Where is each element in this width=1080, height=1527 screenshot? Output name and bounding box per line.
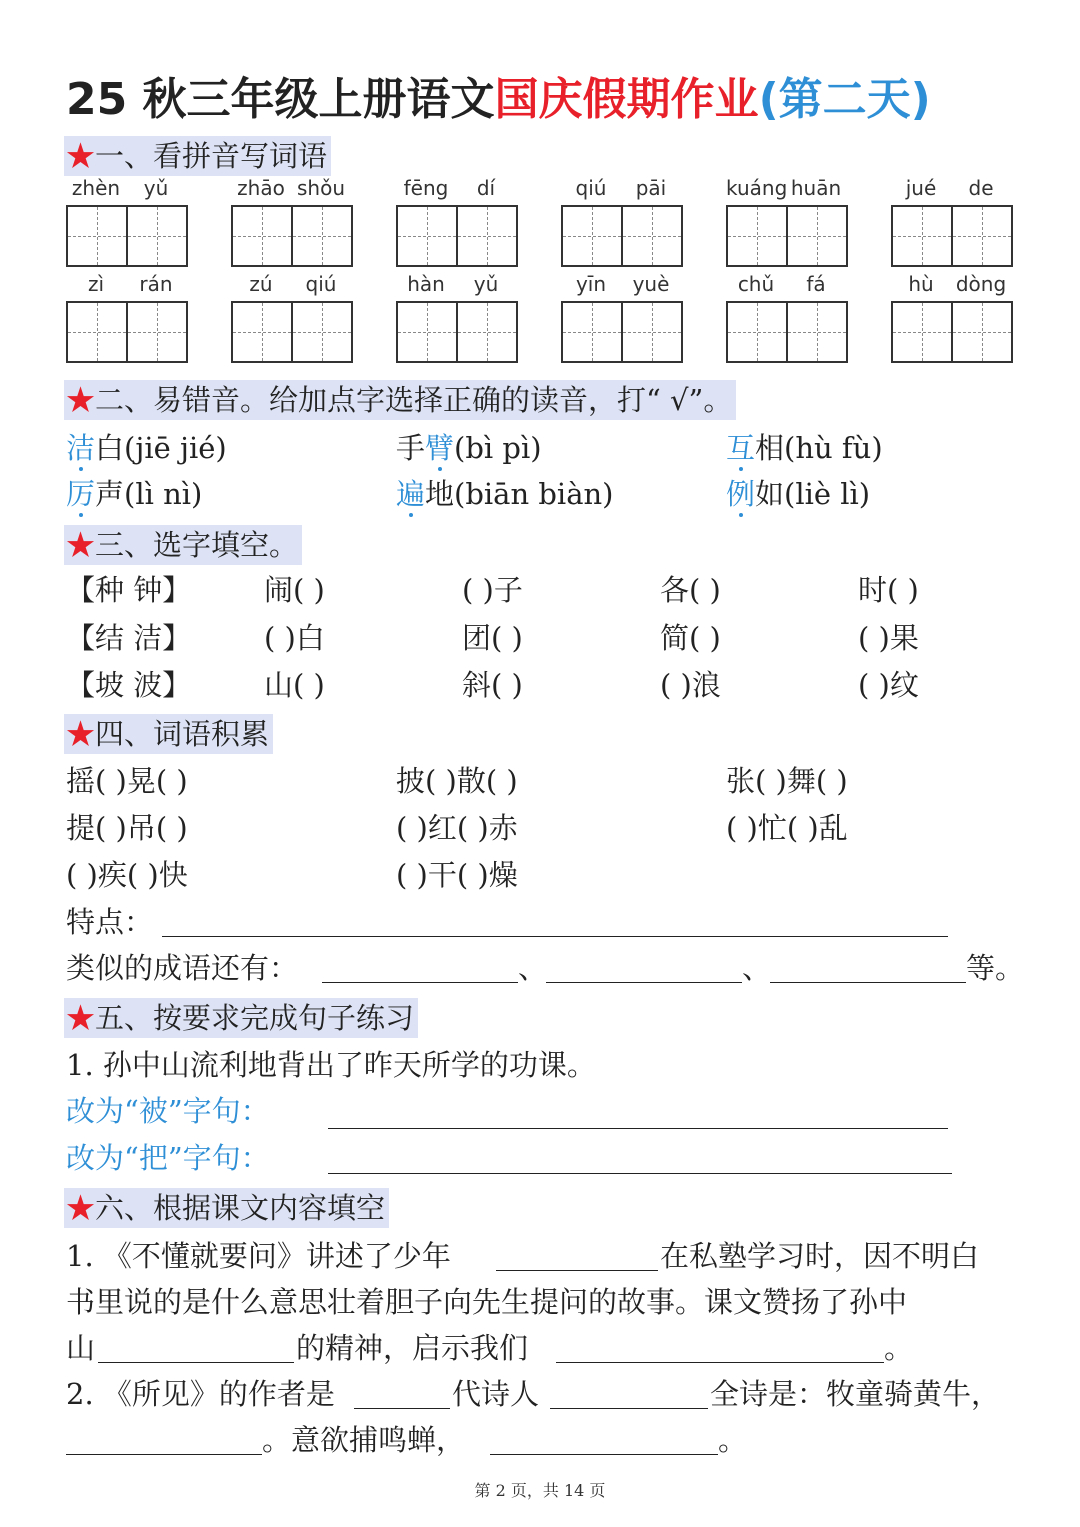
pinyin-syllable: fēng bbox=[403, 176, 449, 200]
pinyin-syllable: yuè bbox=[632, 272, 670, 296]
star-icon: ★ bbox=[66, 528, 96, 562]
writing-cell[interactable] bbox=[456, 303, 516, 361]
q3-cell: 简( ) bbox=[660, 621, 721, 655]
writing-cell[interactable] bbox=[621, 303, 681, 361]
bei-answer-line[interactable] bbox=[328, 1128, 948, 1129]
writing-cell[interactable] bbox=[233, 207, 291, 265]
q6-line5-b: 。 bbox=[718, 1423, 748, 1457]
ba-answer-line[interactable] bbox=[328, 1173, 952, 1174]
writing-grid[interactable] bbox=[231, 301, 353, 363]
q3-cell: 各( ) bbox=[660, 573, 721, 607]
pinyin-syllable: zú bbox=[249, 272, 273, 296]
pinyin-syllable: chǔ bbox=[737, 272, 775, 296]
writing-cell[interactable] bbox=[126, 207, 186, 265]
pinyin-syllable: qiú bbox=[305, 272, 337, 296]
q3-cell: 团( ) bbox=[462, 621, 523, 655]
q6-blank-2[interactable] bbox=[98, 1362, 294, 1363]
section-1-heading: ★一、看拼音写词语 bbox=[64, 136, 331, 176]
writing-cell[interactable] bbox=[951, 207, 1011, 265]
writing-cell[interactable] bbox=[893, 207, 951, 265]
q6-line2: 书里说的是什么意思壮着胆子向先生提问的故事。课文赞扬了孙中 bbox=[66, 1285, 908, 1319]
q2-item: 洁白(jiē jié) bbox=[66, 431, 227, 465]
title-part2: 国庆假期作业 bbox=[494, 74, 759, 125]
writing-cell[interactable] bbox=[786, 303, 846, 361]
star-icon: ★ bbox=[66, 383, 96, 417]
q3-cell: 时( ) bbox=[858, 573, 919, 607]
q3-cell: 斜( ) bbox=[462, 668, 523, 702]
q6-blank-1[interactable] bbox=[496, 1270, 658, 1271]
q6-line4-c: 全诗是：牧童骑黄牛， bbox=[710, 1377, 1001, 1411]
ba-sentence-label: 改为“把”字句： bbox=[66, 1141, 270, 1175]
q3-cell: ( )果 bbox=[858, 621, 919, 655]
page-title bbox=[66, 70, 931, 130]
pinyin-syllable: hàn bbox=[407, 272, 445, 296]
q3-cell: 【坡 波】 bbox=[66, 668, 192, 702]
q3-cell: 山( ) bbox=[264, 668, 325, 702]
q3-cell: ( )子 bbox=[462, 573, 523, 607]
separator: 、 bbox=[518, 951, 548, 985]
writing-grid[interactable] bbox=[396, 205, 518, 267]
q6-blank-6[interactable] bbox=[66, 1454, 262, 1455]
q6-blank-3[interactable] bbox=[556, 1362, 884, 1363]
writing-grid[interactable] bbox=[561, 205, 683, 267]
idiom-answer-line-1[interactable] bbox=[322, 982, 518, 983]
page-footer: 第 2 页，共 14 页 bbox=[474, 1481, 606, 1500]
q4-cell: ( )红( )赤 bbox=[396, 811, 518, 845]
q4-cell: 披( )散( ) bbox=[396, 764, 518, 798]
writing-cell[interactable] bbox=[291, 207, 351, 265]
q2-item: 互相(hù fù) bbox=[726, 431, 883, 465]
writing-cell[interactable] bbox=[126, 303, 186, 361]
pinyin-syllable: rán bbox=[139, 272, 173, 296]
writing-cell[interactable] bbox=[728, 207, 786, 265]
pinyin-syllable: hù bbox=[908, 272, 934, 296]
star-icon: ★ bbox=[66, 1001, 96, 1035]
writing-cell[interactable] bbox=[68, 303, 126, 361]
q6-blank-5[interactable] bbox=[550, 1408, 708, 1409]
q6-blank-7[interactable] bbox=[490, 1454, 718, 1455]
writing-cell[interactable] bbox=[398, 303, 456, 361]
star-icon: ★ bbox=[66, 717, 96, 751]
q4-cell: ( )疾( )快 bbox=[66, 858, 188, 892]
pinyin-syllable: qiú bbox=[575, 176, 607, 200]
pinyin-syllable: jué bbox=[905, 176, 937, 200]
q6-line3-a: 山 bbox=[66, 1331, 96, 1365]
writing-cell[interactable] bbox=[291, 303, 351, 361]
section-3-heading: ★三、选字填空。 bbox=[64, 525, 302, 565]
writing-cell[interactable] bbox=[68, 207, 126, 265]
q5-sentence: 1. 孙中山流利地背出了昨天所学的功课。 bbox=[66, 1048, 596, 1082]
q4-cell: 摇( )晃( ) bbox=[66, 764, 188, 798]
pinyin-syllable: huān bbox=[790, 176, 842, 200]
writing-cell[interactable] bbox=[398, 207, 456, 265]
q4-cell: ( )忙( )乱 bbox=[726, 811, 848, 845]
writing-cell[interactable] bbox=[951, 303, 1011, 361]
q6-blank-4[interactable] bbox=[354, 1408, 450, 1409]
q3-cell: 【结 洁】 bbox=[66, 621, 192, 655]
pinyin-syllable: dí bbox=[476, 176, 496, 200]
writing-cell[interactable] bbox=[621, 207, 681, 265]
section-5-heading: ★五、按要求完成句子练习 bbox=[64, 998, 418, 1038]
writing-grid[interactable] bbox=[726, 301, 848, 363]
pinyin-syllable: zì bbox=[87, 272, 105, 296]
q6-line1-b: 在私塾学习时，因不明白 bbox=[660, 1239, 980, 1273]
q6-line3-c: 。 bbox=[884, 1331, 914, 1365]
pinyin-syllable: fá bbox=[806, 272, 826, 296]
q6-line5-a: 。意欲捕鸣蝉， bbox=[262, 1423, 466, 1457]
pinyin-syllable: yīn bbox=[575, 272, 607, 296]
pinyin-syllable: zhāo bbox=[237, 176, 285, 200]
q2-item: 手臂(bì pì) bbox=[396, 431, 542, 465]
q2-item: 厉声(lì nì) bbox=[66, 477, 203, 511]
q2-item: 例如(liè lì) bbox=[726, 477, 871, 511]
q2-item: 遍地(biān biàn) bbox=[396, 477, 614, 511]
writing-cell[interactable] bbox=[893, 303, 951, 361]
writing-cell[interactable] bbox=[786, 207, 846, 265]
writing-grid[interactable] bbox=[66, 205, 188, 267]
bei-sentence-label: 改为“被”字句： bbox=[66, 1094, 270, 1128]
q6-line4-a: 2. 《所见》的作者是 bbox=[66, 1377, 335, 1411]
writing-grid[interactable] bbox=[396, 301, 518, 363]
writing-grid[interactable] bbox=[231, 205, 353, 267]
writing-grid[interactable] bbox=[66, 301, 188, 363]
pinyin-syllable: yǔ bbox=[473, 272, 499, 296]
pinyin-syllable: yǔ bbox=[143, 176, 169, 200]
writing-cell[interactable] bbox=[563, 303, 621, 361]
writing-cell[interactable] bbox=[233, 303, 291, 361]
writing-grid[interactable] bbox=[891, 301, 1013, 363]
q4-cell: 张( )舞( ) bbox=[726, 764, 848, 798]
q6-line3-b: 的精神，启示我们 bbox=[296, 1331, 529, 1365]
writing-cell[interactable] bbox=[728, 303, 786, 361]
writing-grid[interactable] bbox=[726, 205, 848, 267]
q3-cell: ( )浪 bbox=[660, 668, 721, 702]
idiom-answer-line-3[interactable] bbox=[770, 982, 966, 983]
feature-label: 特点： bbox=[66, 905, 154, 939]
q4-cell: ( )干( )燥 bbox=[396, 858, 518, 892]
q3-cell: ( )白 bbox=[264, 621, 325, 655]
writing-cell[interactable] bbox=[563, 207, 621, 265]
writing-grid[interactable] bbox=[561, 301, 683, 363]
star-icon: ★ bbox=[66, 139, 96, 173]
pinyin-syllable: zhèn bbox=[71, 176, 121, 200]
section-2-heading: ★二、易错音。给加点字选择正确的读音，打“ √”。 bbox=[64, 380, 736, 420]
writing-cell[interactable] bbox=[456, 207, 516, 265]
pinyin-syllable: kuáng bbox=[726, 176, 788, 200]
q3-cell: 闹( ) bbox=[264, 573, 325, 607]
q3-cell: 【种 钟】 bbox=[66, 573, 192, 607]
q3-cell: ( )纹 bbox=[858, 668, 919, 702]
q6-line1-a: 1. 《不懂就要问》讲述了少年 bbox=[66, 1239, 451, 1273]
q6-line4-b: 代诗人 bbox=[452, 1377, 540, 1411]
separator: 、 bbox=[742, 951, 772, 985]
etc-label: 等。 bbox=[966, 951, 1025, 985]
pinyin-syllable: de bbox=[968, 176, 994, 200]
pinyin-syllable: pāi bbox=[635, 176, 667, 200]
feature-answer-line[interactable] bbox=[162, 936, 948, 937]
section-4-heading: ★四、词语积累 bbox=[64, 714, 273, 754]
section-6-heading: ★六、根据课文内容填空 bbox=[64, 1188, 389, 1228]
similar-idioms-label: 类似的成语还有： bbox=[66, 951, 299, 985]
pinyin-syllable: shǒu bbox=[296, 176, 345, 200]
writing-grid[interactable] bbox=[891, 205, 1013, 267]
pinyin-syllable: dòng bbox=[955, 272, 1007, 296]
star-icon: ★ bbox=[66, 1191, 96, 1225]
idiom-answer-line-2[interactable] bbox=[546, 982, 742, 983]
title-part3: (第二天) bbox=[758, 74, 931, 125]
title-part1: 25 秋三年级上册语文 bbox=[66, 74, 495, 125]
q4-cell: 提( )吊( ) bbox=[66, 811, 188, 845]
